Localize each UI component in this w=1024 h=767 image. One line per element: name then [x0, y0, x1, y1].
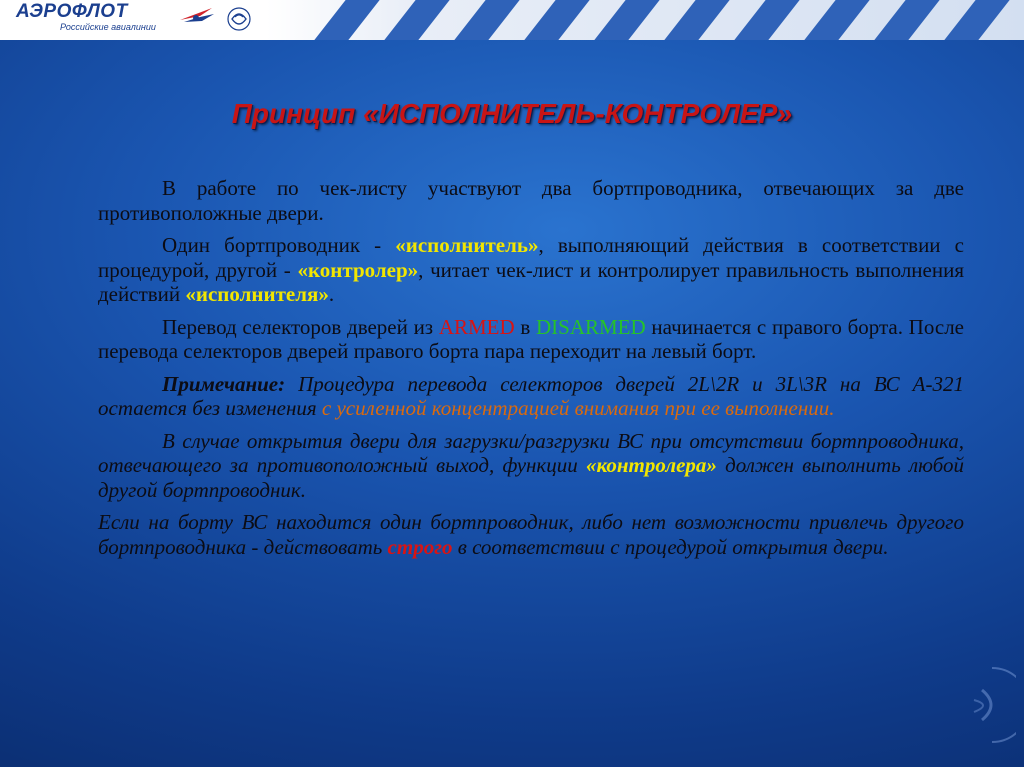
- text-run: , читает чек-лист и контролирует правильность выполнения действий: [98, 257, 964, 306]
- text-run: должен выполнить любой другой бортпроводник.: [98, 453, 964, 502]
- text-run: , выполняющий действия в соответствии с процедурой, другой -: [98, 233, 964, 282]
- note-emphasis: с усиленной концентрацией внимания при ее выполнении.: [321, 396, 835, 420]
- skyteam-watermark-icon: [952, 660, 1016, 755]
- logo-text: АЭРОФЛОТ: [16, 1, 128, 22]
- paragraph-3: [98, 315, 964, 364]
- slide-body: [98, 176, 964, 567]
- disarmed-label: DISARMED: [536, 314, 646, 339]
- header-stripe: [937, 0, 1018, 40]
- note-label: Примечание:: [162, 371, 286, 396]
- highlight-controller: «контролер»: [297, 257, 419, 282]
- header-stripe: [867, 0, 948, 40]
- highlight-performer: «исполнитель»: [395, 233, 539, 257]
- text-run: .: [328, 282, 335, 306]
- aeroflot-wing-icon: [178, 6, 218, 33]
- armed-label: ARMED: [438, 314, 515, 339]
- header-bar: [0, 0, 1024, 40]
- header-stripe: [377, 0, 458, 40]
- text-run: Если на борту ВС находится один бортпроводник, либо нет возможности привлечь другого бортпроводника - действовать: [98, 510, 964, 559]
- strictly-emphasis: строго: [387, 534, 453, 559]
- text-run: начинается с правого борта. После перевода селекторов дверей правого борта пара переходит на левый борт.: [98, 314, 964, 363]
- text-run: В случае открытия двери для загрузки/разгрузки ВС при отсутствии бортпроводника, отвечающего за противоположный выход, функции: [98, 428, 964, 477]
- text-run: в: [514, 314, 536, 339]
- paragraph-2: [98, 233, 964, 307]
- aeroflot-logo: [16, 2, 156, 32]
- slide-title: Принцип «ИСПОЛНИТЕЛЬ-КОНТРОЛЕР»: [231, 98, 793, 129]
- skyteam-icon: [226, 4, 252, 39]
- text-run: Перевод селекторов дверей из: [162, 314, 439, 339]
- header-stripe: [727, 0, 808, 40]
- header-stripe: [517, 0, 598, 40]
- header-stripe: [657, 0, 738, 40]
- header-stripe: [797, 0, 878, 40]
- text-run: Процедура перевода селекторов дверей 2L\2R и 3L\3R на ВС А-321 остается без изменения: [98, 371, 964, 420]
- text-run: Один бортпроводник -: [162, 233, 396, 257]
- header-stripe: [447, 0, 528, 40]
- paragraph-6: [98, 510, 964, 559]
- paragraph-1: В работе по чек-листу участвуют два бортпроводника, отвечающих за две противоположные двери.: [98, 176, 964, 225]
- highlight-controller-genitive: «контролера»: [586, 453, 717, 477]
- header-stripe: [587, 0, 668, 40]
- paragraph-note: [98, 372, 964, 421]
- header-stripe: [307, 0, 388, 40]
- paragraph-5: [98, 429, 964, 503]
- highlight-performer-genitive: «исполнителя»: [185, 282, 329, 306]
- text-run: в соответствии с процедурой открытия двери.: [452, 534, 889, 559]
- logo-subtitle: Российские авиалинии: [60, 22, 156, 32]
